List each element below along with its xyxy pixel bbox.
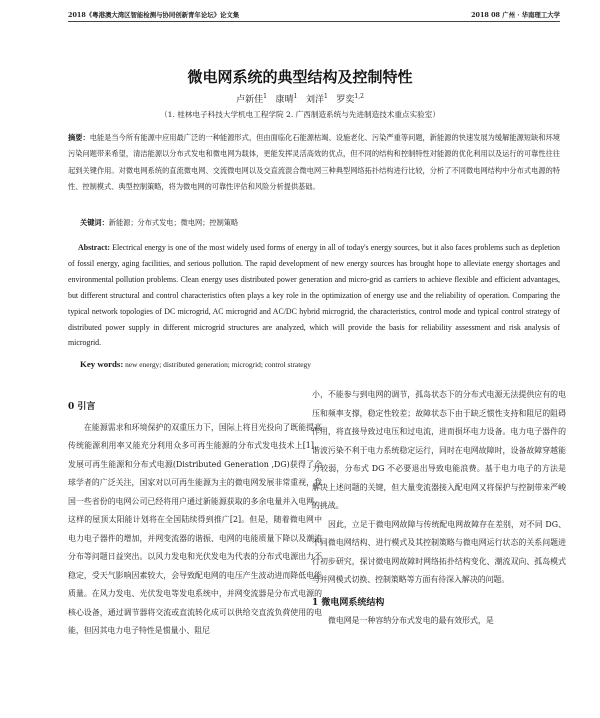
paper-title: 微电网系统的典型结构及控制特性 (187, 68, 413, 86)
author-sup: 1 (323, 93, 328, 100)
abstract-en (68, 240, 560, 351)
abstract-en-label: Abstract: (78, 243, 110, 252)
author-name: 康晴 (275, 95, 294, 105)
author-name: 罗奕 (336, 95, 355, 105)
body-paragraph: 小，不能参与到电网的调节，孤岛状态下的分布式电源无法提供应有的电压和频率支撑，稳定性较差；故障状态下由于缺乏惯性支持和阻尼的阻碍作用，将直接导致过电压和过电流，进而损坏电力设备。电力电子器件的谐波污染不利于电力系统稳定运行，同时在电网故障时，设备故障穿越能力较弱，分布式 DG 不必要退出导致电能浪费。基于电力电子的方法是解决上述问题的关键，但大量变流器接入配电网又将保护与控制带来严峻的挑战。 (312, 390, 566, 510)
author-sup: 1,2 (354, 93, 364, 100)
abstract-cn-label: 摘要： (68, 133, 90, 142)
abstract-cn-text: 电能是当今所有能源中应用最广泛的一种能源形式，但由面临化石能源枯竭、设施老化、污染严重等问题，新能源的快速发展为缓解能源短缺和环境污染问题带来希望，清洁能源以分布式发电和微电网为载体，更能发挥灵活高效的优点，但不同的结构和控制特性对能源的优化利用以及运行的可靠性往往起到关键作用。对微电网系统的直流微电网、交流微电网以及交直流混合微电网三种典型网络拓扑结构进行比较，分析了不同微电网结构中分布式电源的特性、控制模式、典型控制策略，将为微电网的可靠性评估和风险分析提供基础。 (68, 133, 560, 192)
keywords-en (80, 359, 560, 369)
author-sup: 1 (293, 93, 298, 100)
abstract-en-text: Electrical energy is one of the most widely used forms of energy in all of today's energy sources, but it also faces problems such as depletion of fossil energy, aging facilities, and serious pollution. The rapid development of new energy sources has brought hope to alleviate energy shortages and environmental pollution problems. Clean energy uses distributed power generation and micro-grid as carriers to achieve flexible and efficient advantages, but different structural and control characteristics often plays a key role in the optimization of energy use and the reliability of operation. Comparing the typical network topologies of DC microgrid, AC microgrid and AC/DC hybrid microgrid, the characteristics, control mode and typical control strategy of distributed power supply in different microgrid structures are analyzed, which will provide the basis for reliability assessment and risk analysis of microgrid. (68, 243, 560, 348)
author-sup: 1 (263, 93, 267, 100)
body-column-left (68, 382, 322, 641)
body-paragraph: 在能源需求和环境保护的双重压力下，国际上将目光投向了既能提高传统能源利用率又能充分利用众多可再生能源的分布式发电技术上[1]，发展可再生能源和分布式电源(Distributed Generation ,DG)获得了全球学者的广泛关注，国家对以可再生能源为主的微电网发展非常重视，我国一些省份的电网公司已经将用户通过新能源获取的多余电量并入电网，这样的屋顶太阳能计划将在全国陆续得到推广[2]。但是，随着微电网中电力电子器件的增加，并网变流器的谐振、电网的电能质量下降以及潮流分布等问题日益突出。以风力发电和光伏发电为代表的分布式电源出力不稳定，受天气影响因素较大，会导致配电网的电压产生波动进而降低电能质量。在风力发电、光伏发电等发电系统中，并网变流器是分布式电源的核心设备，通过调节器将交流或直流转化成可以供给交直流负荷使用的电能，但因其电力电子特性是惯量小、阻尼 (68, 422, 322, 635)
abstract-cn (68, 130, 560, 196)
running-header (68, 10, 560, 22)
keywords-cn-text: 新能源；分布式发电；微电网；控制策略 (108, 218, 239, 227)
body-paragraph: 因此，立足于微电网故障与传统配电网故障存在差别，对不同 DG、不同微电网结构、进行模式及其控制策略与微电网运行状态的关系问题进行初步研究，探讨微电网故障时网络拓扑结构变化、潮流双向、孤岛模式与并网模式切换、控制策略等方面有待深入解决的问题。 (312, 519, 566, 584)
body-paragraph: 微电网是一种容纳分布式发电的最有效形式，是 (328, 616, 494, 625)
author-name: 刘洋 (305, 95, 324, 105)
author-name: 卢新佳 (236, 95, 264, 105)
section-heading-structure: 1 微电网系统结构 (312, 597, 385, 608)
header-left: 2018《粤港澳大湾区智能检测与协同创新青年论坛》论文集 (68, 11, 240, 19)
keywords-cn-label: 关键词： (80, 218, 109, 227)
keywords-en-text: new energy; distributed generation; microgrid; control strategy (125, 360, 311, 369)
keywords-en-label: Key words: (80, 359, 124, 369)
author-list (0, 92, 600, 105)
section-heading-intro: 0 引言 (68, 402, 96, 412)
affiliation: （1. 桂林电子科技大学机电工程学院 2. 广西制造系统与先进制造技术重点实验室） (160, 110, 440, 119)
keywords-cn (80, 218, 560, 228)
header-right: 2018 08 广州 · 华南理工大学 (471, 11, 560, 19)
body-column-right (312, 386, 566, 631)
